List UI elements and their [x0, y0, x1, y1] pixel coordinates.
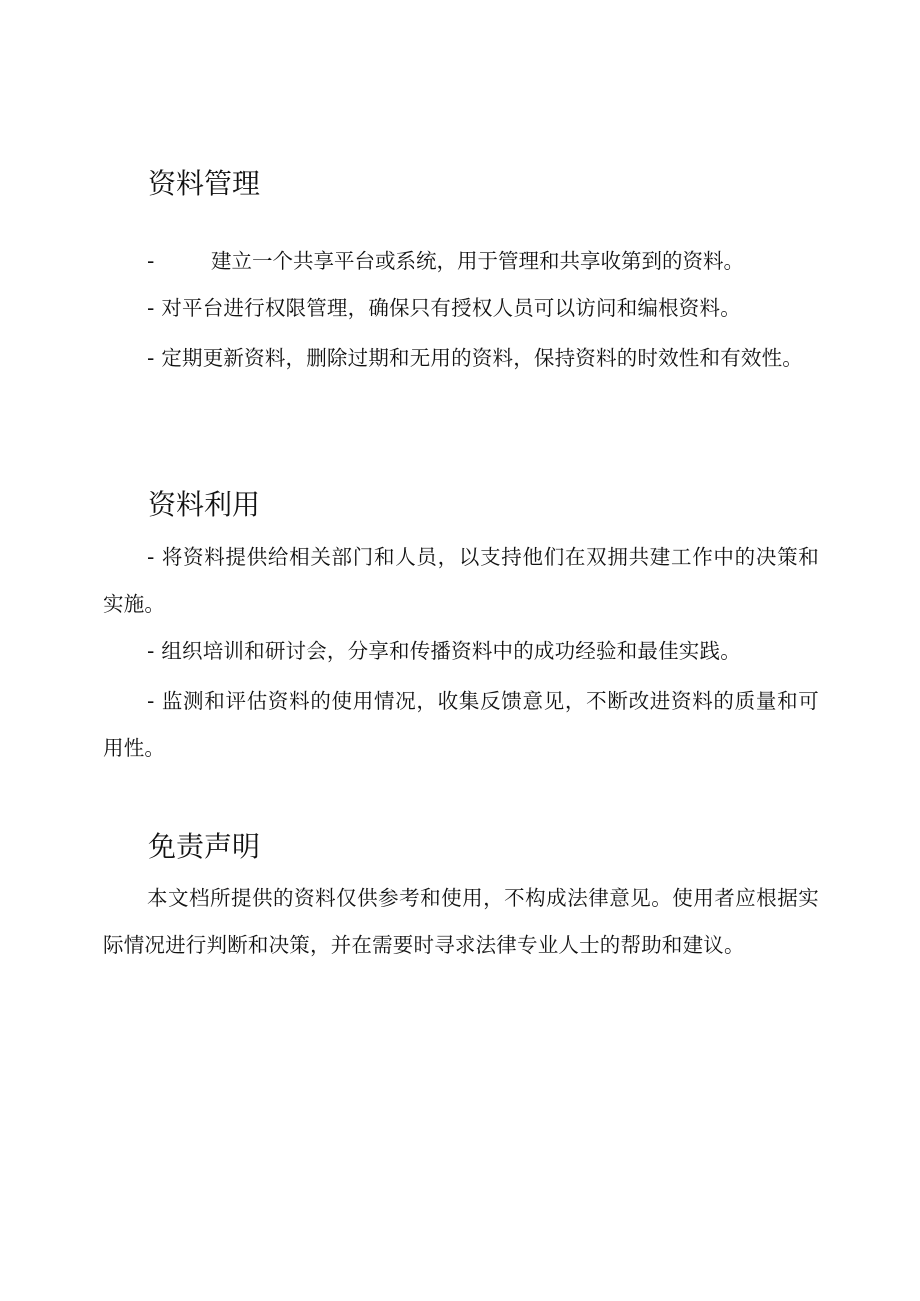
- list-item: - 定期更新资料，删除过期和无用的资料，保持资料的时效性和有效性。: [147, 346, 804, 370]
- list-item-dash: -: [147, 249, 155, 273]
- list-item: - 监测和评估资料的使用情况，收集反馈意见，不断改进资料的质量和可用性。: [103, 689, 819, 760]
- list-item: - 将资料提供给相关部门和人员，以支持他们在双拥共建工作中的决策和实施。: [103, 545, 819, 616]
- disclaimer-paragraph: 本文档所提供的资料仅供参考和使用，不构成法律意见。使用者应根据实际情况进行判断和决策，并在需要时寻求法律专业人士的帮助和建议。: [103, 886, 819, 957]
- section-heading-data-management: 资料管理: [148, 167, 261, 200]
- section-heading-data-usage: 资料利用: [148, 488, 261, 521]
- list-item-text: 建立一个共享平台或系统，用于管理和共享收第到的资料。: [211, 249, 744, 273]
- list-item: - 组织培训和研讨会，分享和传播资料中的成功经验和最佳实践。: [147, 639, 741, 663]
- list-item: - 对平台进行权限管理，确保只有授权人员可以访问和编根资料。: [147, 296, 741, 320]
- section-heading-disclaimer: 免责声明: [148, 830, 261, 863]
- list-item: [147, 238, 744, 285]
